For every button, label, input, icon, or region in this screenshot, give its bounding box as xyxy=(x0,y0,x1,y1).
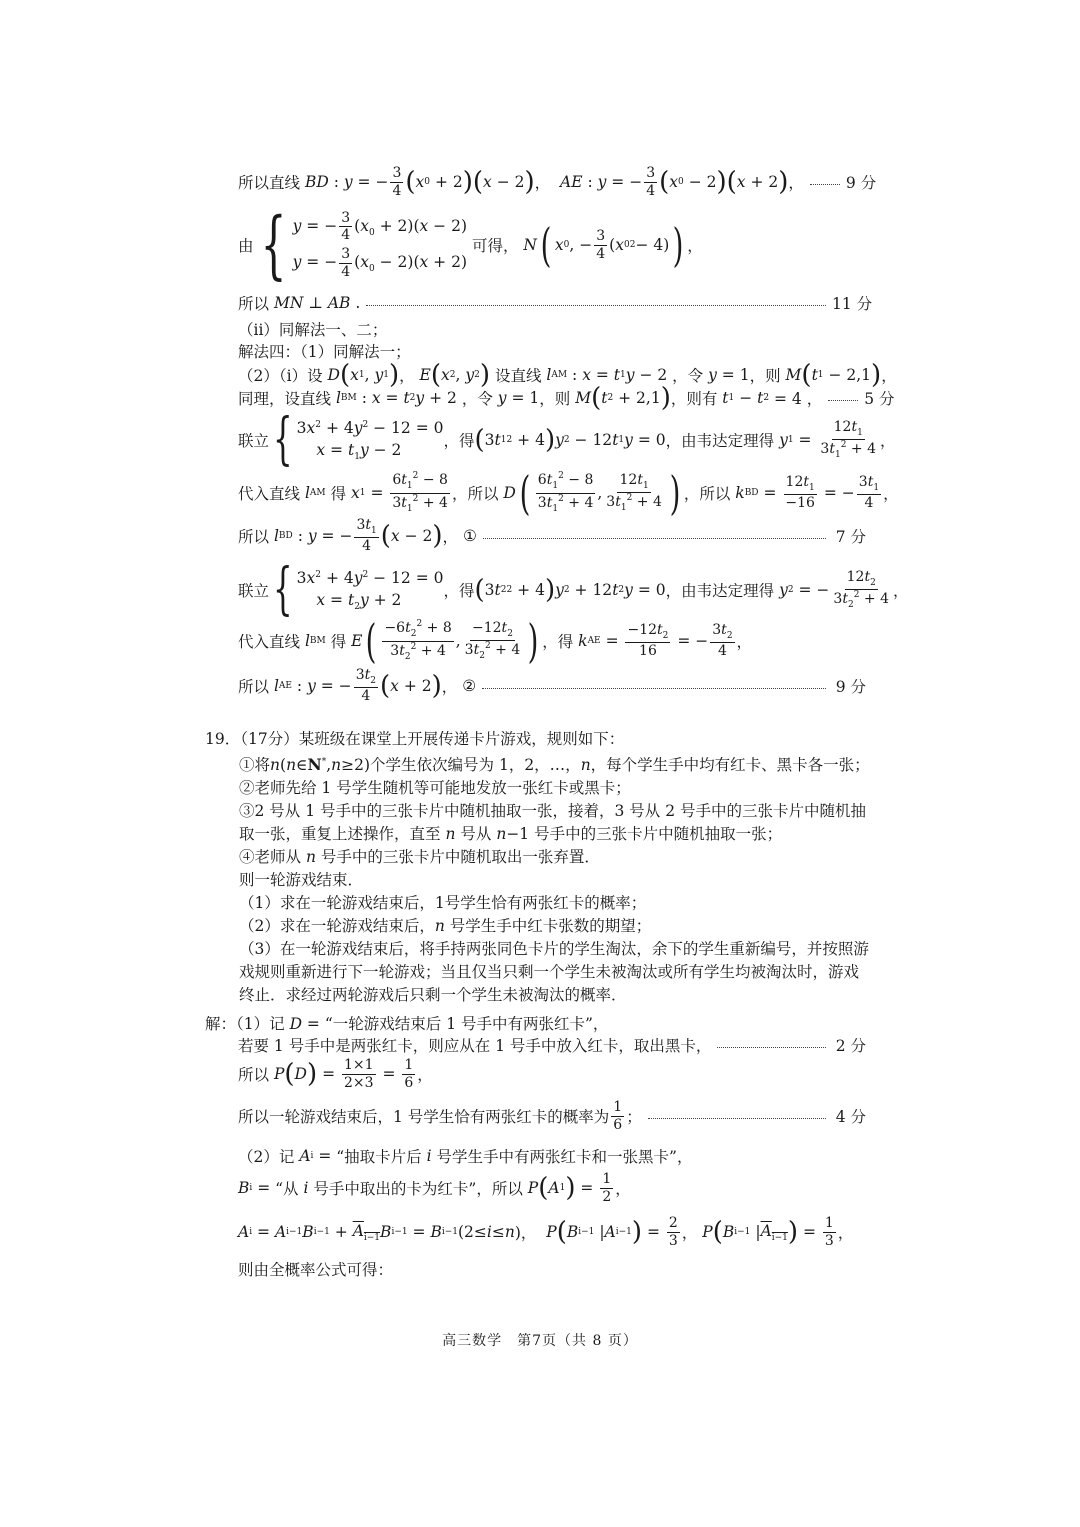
q19-head: 19．（17分）某班级在课堂上开展传递卡片游戏，规则如下： xyxy=(205,730,625,748)
union-2: 联立 { $3x^2 + 4y^2 - 12 = 0$ $x = t_2y + 2$ ，得 ( 3 t 2 2 + 4 ) y 2 + 12 t 2 y = 0 ，由韦达定理得 y 2 = − $\frac{12t_2}{3t_2^2 + 4}$ ， xyxy=(238,557,909,622)
q19-rule-3: ③2 号从 1 号手中的三张卡片中随机抽取一张，接着，3 号从 2 号手中的三张卡片中随机抽取一张，重复上述操作，直至 n 号从 n−1 号手中的三张卡片中随机抽取一张； xyxy=(239,802,867,843)
same-line-bm: 同理，设直线 l BM : x = t 2 y + 2 ，令 y = 1 ，则 M ( t 2 + 2,1 ) ，则有 t 1 − t 2 = 4 ， 5 分 xyxy=(238,383,895,413)
q19-rule-2: ②老师先给 1 号学生随机等可能地发放一张红卡或黑卡； xyxy=(239,779,631,797)
solution-line-2: 若要 1 号手中是两张红卡，则应从在 1 号手中放入红卡，取出黑卡， 2 分 xyxy=(238,1034,866,1056)
substitute-am: 代入直线 l AM 得 x 1 = $\frac{6t_1^2 - 8}{3t_1^2 + 4}$ ，所以 D ( $\frac{6t_1^2 - 8}{3t_1^2 + 4}$ , $\frac{12t_1}{3t_1^2 + 4}$ ) ，所以 k BD = $\frac{12t_1}{-16}$ = − $\frac{3t_1}{4}$ ， xyxy=(238,466,899,520)
union-1: 联立 { $3x^2 + 4y^2 - 12 = 0$ $x = t_1y - 2$ ，得 ( 3 t 1 2 + 4 ) y 2 − 12 t 1 y = 0 ，由韦达定理得 y 1 = $\frac{12t_1}{3t_1^2 + 4}$ ， xyxy=(238,407,896,472)
q19-part-3: （3）在一轮游戏结束后，将手持两张同色卡片的学生淘汰，余下的学生重新编号，并按照游戏规则重新进行下一轮游戏；当且仅当只剩一个学生未被淘汰或所有学生均被淘汰时，游戏终止．求经过两轮游戏后只剩一个学生未被淘汰的概率． xyxy=(239,940,869,1004)
solution-line-1: 解：（1）记 D = “一轮游戏结束后 1 号手中有两张红卡”， xyxy=(205,1015,609,1033)
solution-line-4: 所以一轮游戏结束后，1 号学生恰有两张红卡的概率为 $\frac{1}{6}$ ； 4 分 xyxy=(238,1099,866,1133)
dotted-leader xyxy=(717,1047,826,1048)
solution-line-5: （2）记 A i = “抽取卡片后 i 号学生手中有两张红卡和一张黑卡”， xyxy=(238,1147,693,1166)
solution-line-6: B i = “从 i 号手中取出的卡为红卡”，所以 P ( A 1 ) = $\frac{1}{2}$ ， xyxy=(238,1171,631,1205)
score: 2 分 xyxy=(835,1037,866,1055)
dotted-leader xyxy=(828,400,858,401)
score: 7 分 xyxy=(835,528,866,547)
method-four: 解法四：（1）同解法一； xyxy=(238,343,411,361)
solution-line-3: 所以 P ( D ) = $\frac{1\times 1}{2\times 3}$ = $\frac{1}{6}$ ， xyxy=(238,1057,433,1091)
page-footer: 高三数学 第7页（共 8 页） xyxy=(442,1333,638,1349)
q19-part-1: （1）求在一轮游戏结束后，1号学生恰有两张红卡的概率； xyxy=(239,894,647,912)
question-19 xyxy=(205,728,873,1007)
q19-rule-1: ①将n(n∈N*,n≥2)个学生依次编号为 1，2，…，n，每个学生手中均有红卡、黑卡各一张； xyxy=(239,755,870,774)
score: 9 分 xyxy=(845,174,877,193)
line-l-bd: 所以 l BD : y = − $\frac{3t_1}{4}$ ( x − 2 ) ， ① 7 分 xyxy=(238,517,866,555)
line-mn-perp: 所以 MN ⊥ AB . 11 分 xyxy=(238,294,873,313)
dotted-leader xyxy=(482,688,826,689)
line-l-ae: 所以 l AE : y = − $\frac{3t_2}{4}$ ( x + 2 ) ， ② 9 分 xyxy=(238,667,866,705)
score: 4 分 xyxy=(835,1108,866,1127)
line-bd-ae: 所以直线 BD : y = − $\frac{3}{4}$ ( x 0 + 2 ) ( x − 2 ) ， AE : y = − $\frac{3}{4}$ ( x 0 − 2 ) ( x + 2 ) ， 9 分 xyxy=(238,165,877,199)
solution-line-7: A i = A i−1 B i−1 + $A_{i-1}$ B i−1 = B i−1 (2≤ i ≤ n )， P ( B i−1 | A i−1 ) = $\frac{2}{3}$ ， P ( B i−1 | $A_{i-1}$ ) = $\frac{1}{3}$ ， xyxy=(238,1215,854,1249)
score: 5 分 xyxy=(864,390,895,408)
substitute-bm: 代入直线 l BM 得 E ( $\frac{-6t_2^2 + 8}{3t_2^2 + 4}$ , $\frac{-12t_2}{3t_2^2 + 4}$ ) ，得 k AE = $\frac{-12t_2}{16}$ = − $\frac{3t_2}{4}$ ， xyxy=(238,614,753,668)
part2-i: （2）（i）设 D ( x 1 , y 1 ) ， E ( x 2 , y 2 ) 设直线 l AM : x = t 1 y − 2 ，令 y = 1 ，则 M ( t 1 − 2,1 ) ， xyxy=(238,360,897,390)
dotted-leader xyxy=(483,538,826,539)
q19-part-2: （2）求在一轮游戏结束后，n 号学生手中红卡张数的期望； xyxy=(239,917,652,935)
score: 9 分 xyxy=(835,678,866,697)
dotted-leader xyxy=(366,305,826,306)
sub-ii: （ii）同解法一、二； xyxy=(238,321,388,339)
system-n: 由 { y = − $\frac{3}{4}$ $(x_0 + 2)(x - 2)$ y = − $\frac{3}{4}$ $(x_0 - 2)(x + 2)$ 可得， N ( x 0 , − $\frac{3}{4}$ ( x 0 2 − 4) ) ， xyxy=(238,202,703,288)
score: 11 分 xyxy=(832,295,873,313)
solution-line-8: 则由全概率公式可得： xyxy=(238,1261,394,1279)
dotted-leader xyxy=(810,184,840,185)
q19-rule-4: ④老师从 n 号手中的三张卡片中随机取出一张弃置． xyxy=(239,848,600,866)
dotted-leader xyxy=(648,1118,826,1119)
q19-rule-end: 则一轮游戏结束． xyxy=(239,871,364,889)
